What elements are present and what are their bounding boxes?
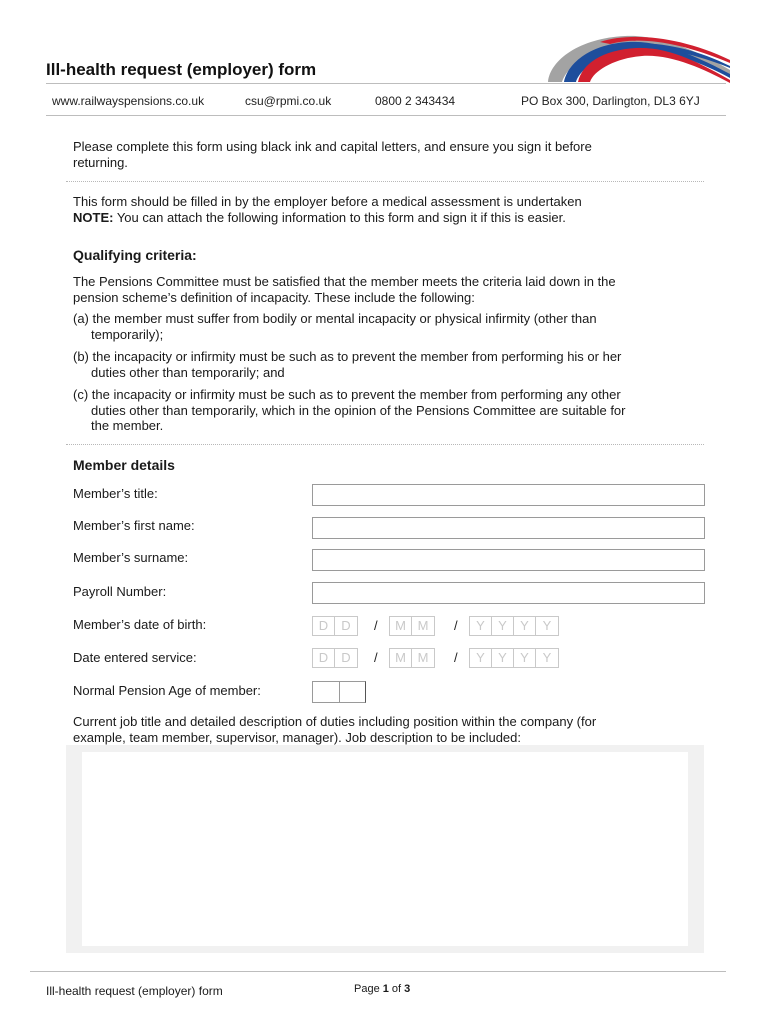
member-first-name-label: Member’s first name: (73, 518, 195, 533)
criteria-intro-line: The Pensions Committee must be satisfied that the member meets the criteria laid down in the (73, 274, 616, 289)
date-entered-service-label: Date entered service: (73, 650, 197, 665)
footer-rule (30, 971, 726, 972)
postal-address: PO Box 300, Darlington, DL3 6YJ (521, 94, 700, 108)
year-digit[interactable]: Y (542, 650, 552, 665)
section-divider (66, 444, 704, 445)
job-description-line: Current job title and detailed description of duties including position within the company (for (73, 714, 597, 729)
member-title-label: Member’s title: (73, 486, 158, 501)
instructions-text (73, 139, 713, 170)
dob-year-input[interactable] (469, 616, 559, 636)
note-line (73, 210, 713, 226)
criteria-item-line: (c) the incapacity or infirmity must be such as to prevent the member from performing any other (73, 387, 621, 402)
year-digit[interactable]: Y (492, 649, 514, 667)
month-digit[interactable]: M (417, 618, 429, 633)
page-of: of (388, 983, 405, 995)
member-details-heading: Member details (73, 457, 175, 473)
service-day-input[interactable] (312, 648, 358, 668)
note-text: You can attach the following information to this form and sign it if this is easier. (113, 209, 566, 225)
payroll-number-input[interactable] (312, 582, 705, 604)
npa-digit-box[interactable] (340, 682, 366, 702)
qualifying-criteria-heading: Qualifying criteria: (73, 247, 197, 263)
criteria-intro-line: pension scheme’s definition of incapacity. These include the following: (73, 289, 475, 305)
employer-note (73, 194, 713, 225)
employer-note-line: This form should be filled in by the employer before a medical assessment is undertaken (73, 194, 582, 209)
criteria-item-line: the member. (91, 418, 164, 433)
service-year-input[interactable] (469, 648, 559, 668)
website-link[interactable]: www.railwayspensions.co.uk (52, 94, 205, 108)
page-total: 3 (404, 983, 411, 995)
year-digit[interactable]: Y (492, 617, 514, 635)
year-digit[interactable]: Y (542, 618, 552, 633)
email-link[interactable]: csu@rpmi.co.uk (245, 94, 332, 108)
month-digit[interactable]: M (390, 649, 412, 667)
criteria-item-line: temporarily); (91, 326, 164, 342)
year-digit[interactable]: Y (470, 649, 492, 667)
criteria-intro (73, 274, 713, 305)
day-digit[interactable]: D (313, 649, 335, 667)
railways-pensions-logo (540, 30, 730, 88)
job-description-prompt (73, 714, 713, 745)
month-digit[interactable]: M (390, 617, 412, 635)
date-separator: / (374, 618, 378, 633)
year-digit[interactable]: Y (514, 617, 536, 635)
year-digit[interactable]: Y (470, 617, 492, 635)
member-first-name-input[interactable] (312, 517, 705, 539)
instructions-line: Please complete this form using black ink and capital letters, and ensure you sign it before (73, 139, 592, 154)
footer-form-name: Ill-health request (employer) form (46, 984, 223, 998)
npa-digit-box[interactable] (313, 682, 340, 702)
date-of-birth-label: Member’s date of birth: (73, 617, 207, 632)
phone-number: 0800 2 343434 (375, 94, 456, 108)
date-separator: / (454, 618, 458, 633)
page-prefix: Page (354, 983, 383, 995)
normal-pension-age-input[interactable] (312, 681, 366, 703)
day-digit[interactable]: D (313, 617, 335, 635)
instructions-line: returning. (73, 154, 128, 170)
job-description-textarea[interactable] (82, 752, 688, 946)
contact-rule (46, 115, 726, 116)
note-label: NOTE: (73, 209, 114, 225)
header-rule (46, 83, 726, 84)
payroll-number-label: Payroll Number: (73, 584, 167, 599)
day-digit[interactable]: D (341, 650, 351, 665)
criteria-item-c (73, 387, 693, 434)
criteria-item-line: (b) the incapacity or infirmity must be such as to prevent the member from performing his or her (73, 349, 622, 364)
page-indicator (354, 983, 410, 995)
dob-month-input[interactable] (389, 616, 435, 636)
criteria-item-a (73, 311, 693, 342)
page-current: 1 (382, 983, 389, 995)
date-separator: / (454, 650, 458, 665)
criteria-item-line: duties other than temporarily; and (91, 364, 285, 380)
criteria-item-b (73, 349, 693, 380)
criteria-item-line: duties other than temporarily, which in the opinion of the Pensions Committee are suitable for (91, 402, 626, 418)
month-digit[interactable]: M (417, 650, 429, 665)
section-divider (66, 181, 704, 182)
criteria-item-line: (a) the member must suffer from bodily or mental incapacity or physical infirmity (other than (73, 311, 597, 326)
member-surname-label: Member’s surname: (73, 550, 189, 565)
form-title: Ill-health request (employer) form (46, 60, 317, 79)
normal-pension-age-label: Normal Pension Age of member: (73, 683, 261, 698)
date-separator: / (374, 650, 378, 665)
day-digit[interactable]: D (341, 618, 351, 633)
dob-day-input[interactable] (312, 616, 358, 636)
member-title-input[interactable] (312, 484, 705, 506)
service-month-input[interactable] (389, 648, 435, 668)
year-digit[interactable]: Y (514, 649, 536, 667)
member-surname-input[interactable] (312, 549, 705, 571)
job-description-line: example, team member, supervisor, manager). Job description to be included: (73, 729, 522, 745)
